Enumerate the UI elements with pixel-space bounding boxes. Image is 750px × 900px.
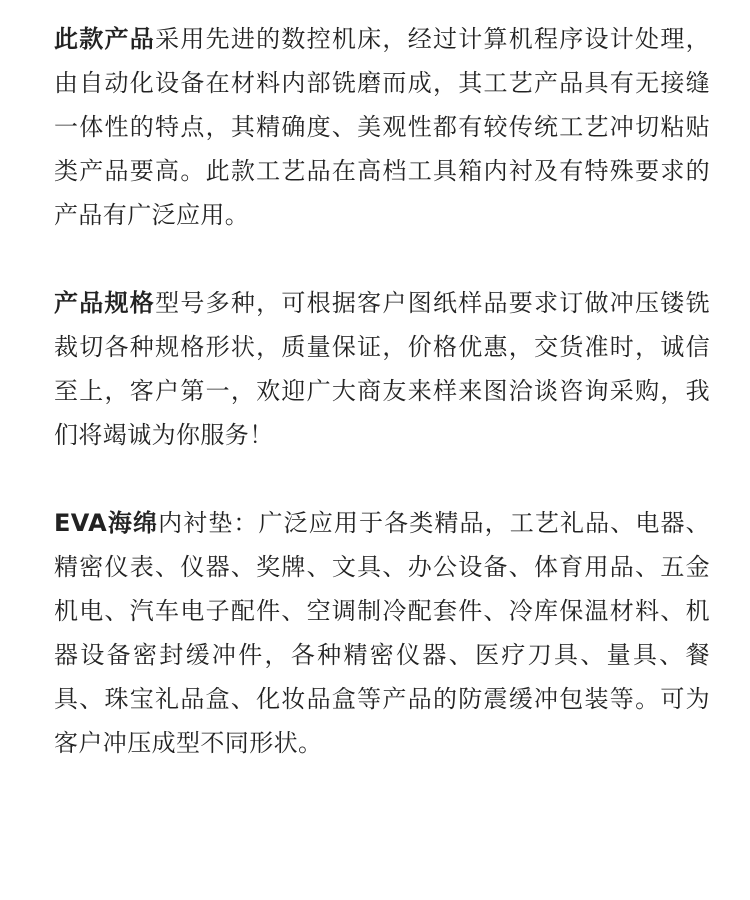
paragraph-heading: 此款产品 bbox=[54, 25, 156, 53]
paragraph-text: 采用先进的数控机床，经过计算机程序设计处理，由自动化设备在材料内部铣磨而成，其工艺产品具有无接缝一体性的特点，其精确度、美观性都有较传统工艺冲切粘贴类产品要高。此款工艺品在高档工具箱内衬及有特殊要求的产品有广泛应用。 bbox=[54, 25, 710, 229]
paragraph-text: 内衬垫：广泛应用于各类精品，工艺礼品、电器、精密仪表、仪器、奖牌、文具、办公设备、体育用品、五金机电、汽车电子配件、空调制冷配套件、冷库保温材料、机器设备密封缓冲件，各种精密仪器、医疗刀具、量具、餐具、珠宝礼品盒、化妆品盒等产品的防震缓冲包装等。可为客户冲压成型不同形状。 bbox=[54, 509, 710, 757]
paragraph-text: 型号多种，可根据客户图纸样品要求订做冲压镂铣裁切各种规格形状，质量保证，价格优惠，交货准时，诚信至上，客户第一，欢迎广大商友来样来图洽谈咨询采购，我们将竭诚为你服务！ bbox=[54, 289, 710, 449]
paragraph-heading: 产品规格 bbox=[54, 289, 156, 317]
product-specification-paragraph bbox=[54, 281, 710, 457]
paragraph-heading: EVA海绵 bbox=[54, 509, 159, 537]
eva-foam-application-paragraph bbox=[54, 501, 710, 765]
product-description-paragraph bbox=[54, 17, 710, 237]
document-body bbox=[54, 17, 710, 765]
